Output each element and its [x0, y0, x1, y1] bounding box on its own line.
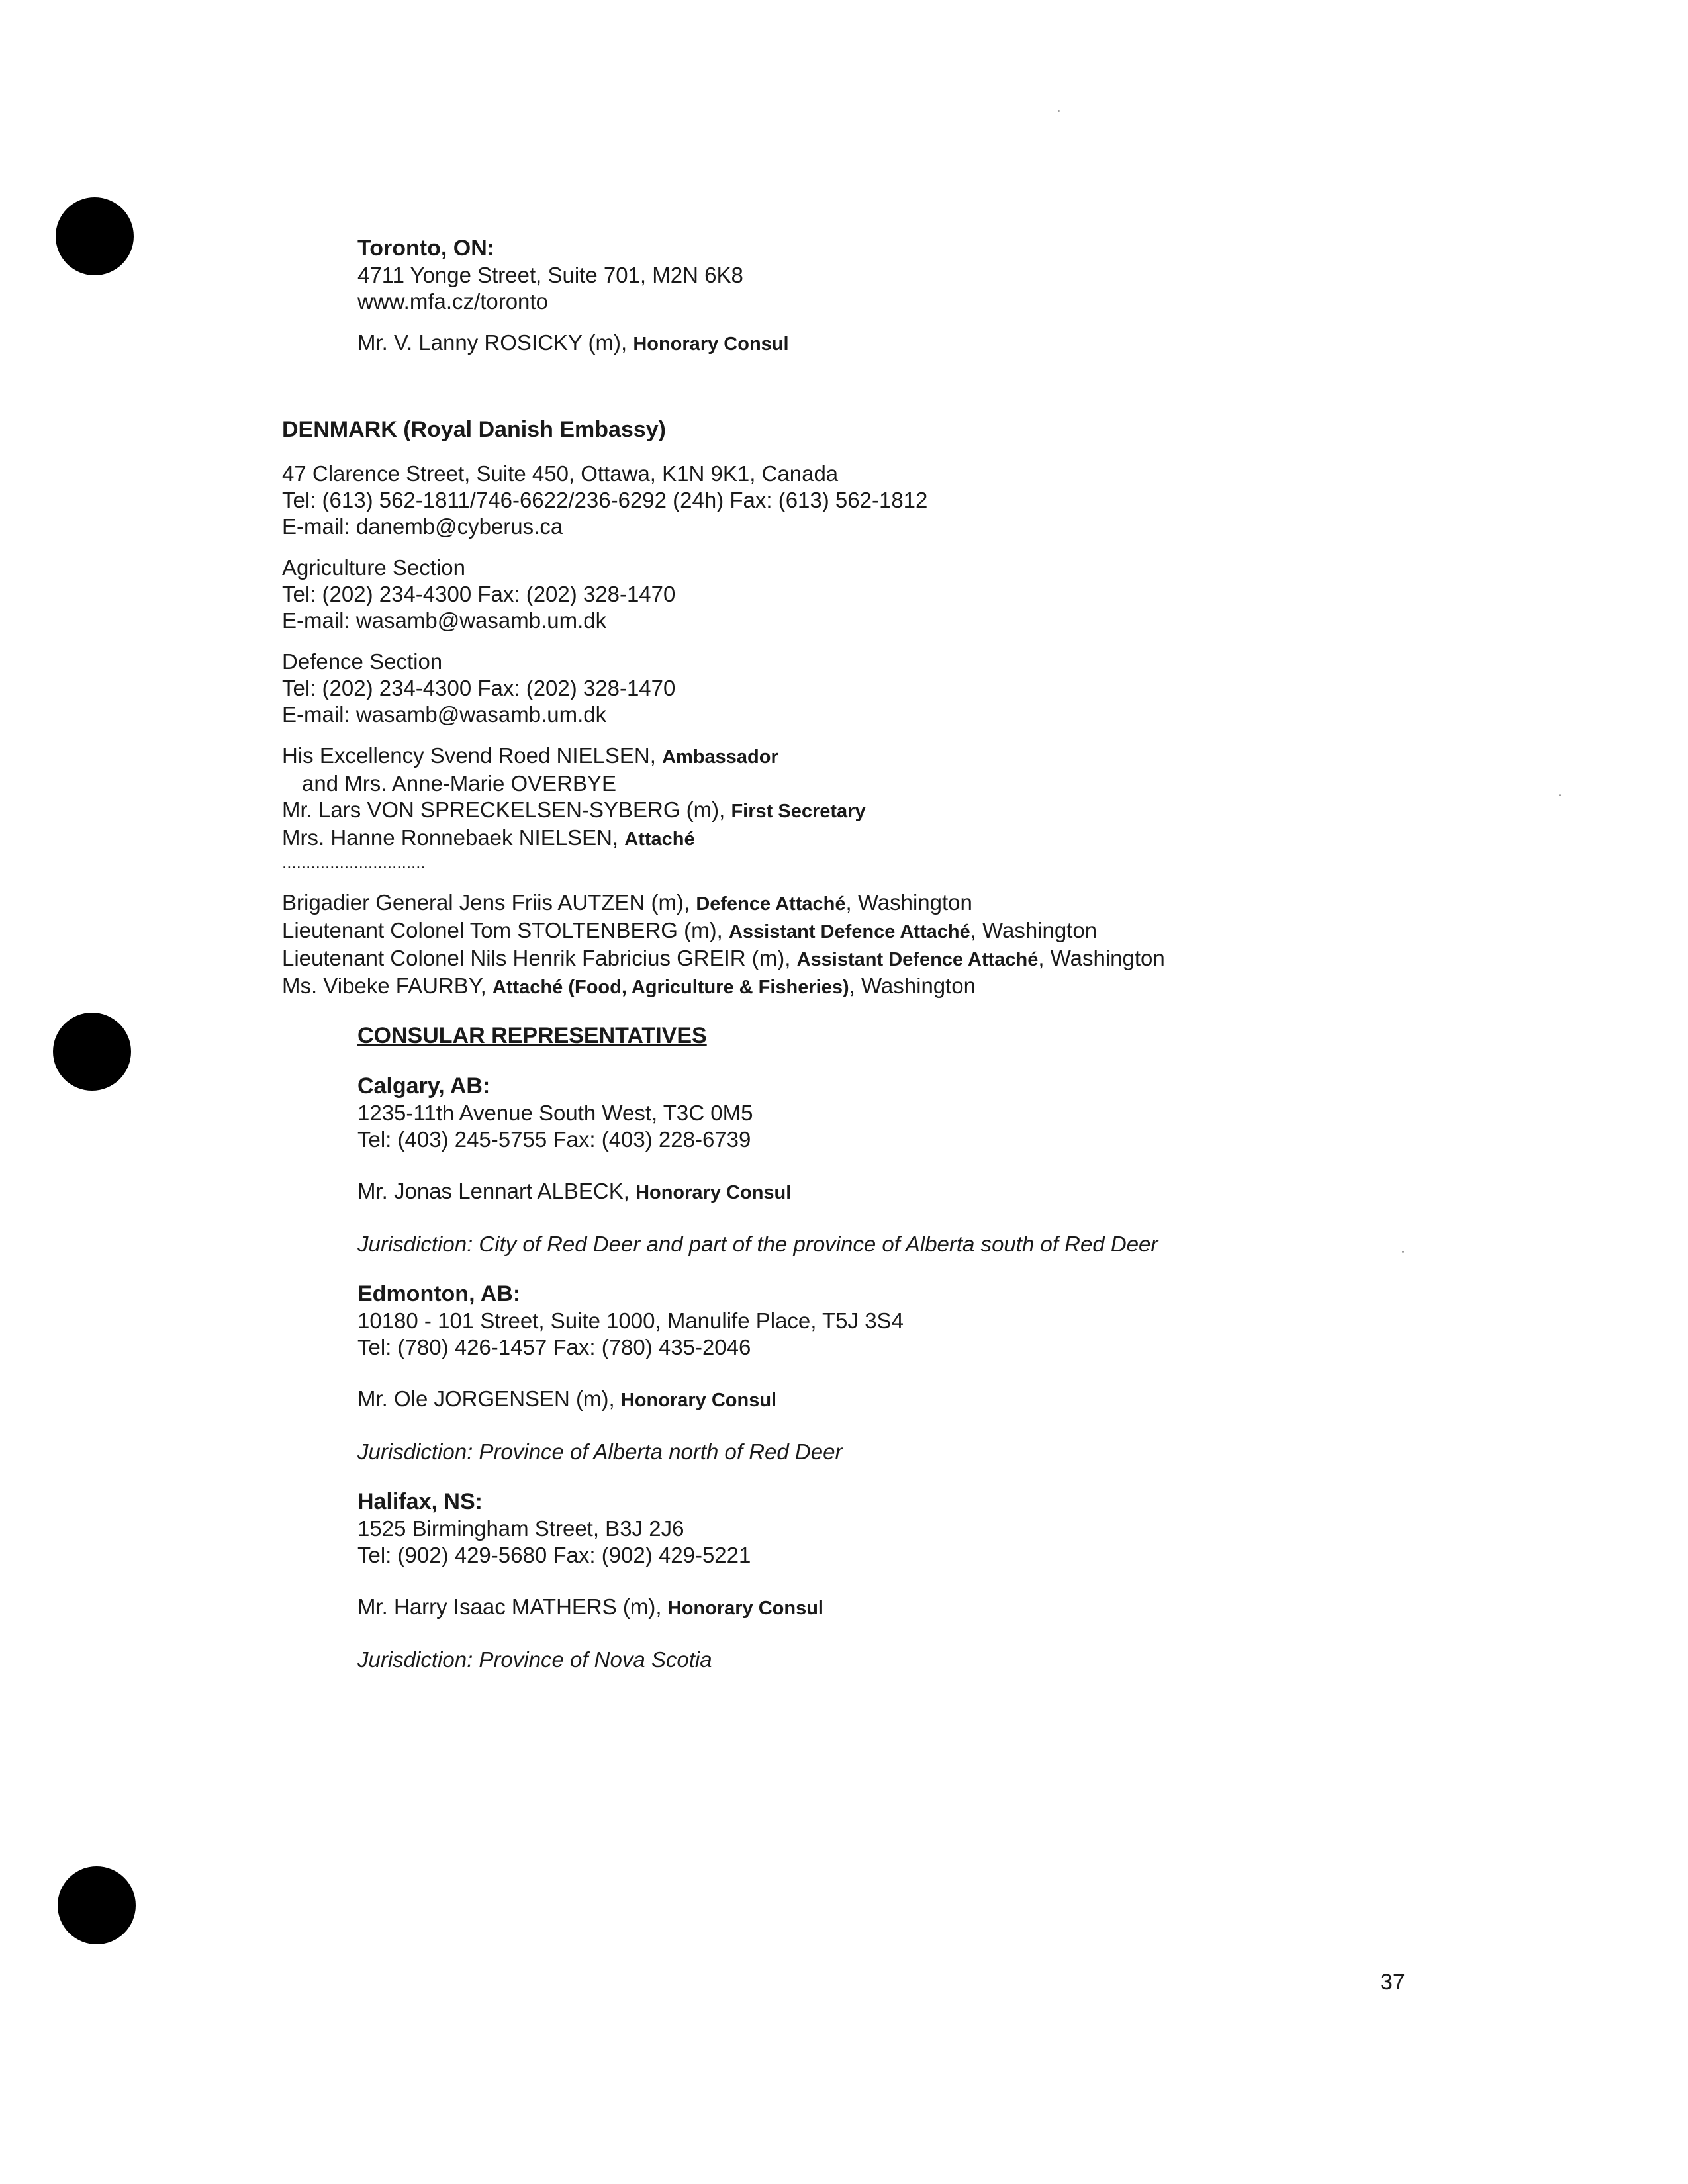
- staff-row: [282, 770, 1688, 797]
- person-name: Lieutenant Colonel Tom STOLTENBERG (m),: [282, 918, 729, 942]
- agriculture-email: E-mail: wasamb@wasamb.um.dk: [282, 608, 607, 633]
- office-heading: Edmonton, AB:: [357, 1281, 521, 1306]
- office-tel: Tel: (902) 429-5680 Fax: (902) 429-5221: [357, 1543, 751, 1567]
- office-edmonton: [357, 1280, 1688, 1465]
- toronto-consul: [357, 330, 1688, 357]
- person-name: and Mrs. Anne-Marie OVERBYE: [302, 771, 617, 796]
- person-name: Mr. Jonas Lennart ALBECK,: [357, 1179, 636, 1203]
- denmark-contact: [282, 461, 1688, 540]
- denmark-tel: Tel: (613) 562-1811/746-6622/236-6292 (24h) Fax: (613) 562-1812: [282, 488, 928, 512]
- office-consul: [357, 1386, 1688, 1414]
- person-title: Honorary Consul: [667, 1598, 823, 1619]
- person-name: Brigadier General Jens Friis AUTZEN (m),: [282, 890, 696, 915]
- consular-heading: CONSULAR REPRESENTATIVES: [357, 1023, 707, 1048]
- person-title: Assistant Defence Attaché: [728, 921, 970, 942]
- person-title: Defence Attaché: [696, 893, 846, 915]
- person-title: Ambassador: [662, 747, 778, 768]
- person-location: , Washington: [849, 974, 976, 998]
- person-name: Ms. Vibeke FAURBY,: [282, 974, 492, 998]
- agriculture-tel: Tel: (202) 234-4300 Fax: (202) 328-1470: [282, 582, 676, 606]
- denmark-address: 47 Clarence Street, Suite 450, Ottawa, K1N 9K1, Canada: [282, 461, 839, 486]
- person-title: First Secretary: [731, 801, 866, 822]
- staff-row: [282, 743, 1688, 770]
- person-name: Lieutenant Colonel Nils Henrik Fabricius GREIR (m),: [282, 946, 797, 970]
- office-heading: Calgary, AB:: [357, 1073, 491, 1099]
- office-halifax: [357, 1488, 1688, 1673]
- person-location: , Washington: [970, 918, 1098, 942]
- office-tel: Tel: (780) 426-1457 Fax: (780) 435-2046: [357, 1335, 751, 1359]
- person-title: Honorary Consul: [635, 1182, 792, 1203]
- person-name: Mr. V. Lanny ROSICKY (m),: [357, 330, 633, 355]
- toronto-heading: Toronto, ON:: [357, 236, 495, 261]
- office-heading: Halifax, NS:: [357, 1489, 483, 1514]
- consular-section: [0, 1022, 1688, 1673]
- person-title: Honorary Consul: [633, 334, 789, 355]
- separator-dots: ..............................: [282, 852, 426, 872]
- office-address: 10180 - 101 Street, Suite 1000, Manulife Place, T5J 3S4: [357, 1308, 904, 1333]
- person-title: Attaché: [624, 829, 695, 850]
- office-jurisdiction: Jurisdiction: Province of Alberta north of Red Deer: [357, 1439, 843, 1464]
- washington-row: [282, 917, 1688, 945]
- person-title: Honorary Consul: [620, 1390, 777, 1411]
- person-name: Mr. Harry Isaac MATHERS (m),: [357, 1594, 668, 1619]
- office-consul: [357, 1594, 1688, 1621]
- person-name: Mrs. Hanne Ronnebaek NIELSEN,: [282, 825, 625, 850]
- denmark-section: [0, 416, 1688, 1001]
- office-calgary: [357, 1072, 1688, 1257]
- washington-row: [282, 889, 1688, 917]
- person-title: Attaché (Food, Agriculture & Fisheries): [492, 977, 849, 998]
- toronto-website: www.mfa.cz/toronto: [357, 289, 548, 314]
- agriculture-name: Agriculture Section: [282, 555, 465, 580]
- office-consul: [357, 1178, 1688, 1206]
- person-name: His Excellency Svend Roed NIELSEN,: [282, 743, 663, 768]
- agriculture-section: [282, 555, 1688, 634]
- person-title: Assistant Defence Attaché: [796, 949, 1039, 970]
- staff-row: [282, 825, 1688, 852]
- denmark-heading: DENMARK (Royal Danish Embassy): [282, 417, 667, 442]
- office-jurisdiction: Jurisdiction: Province of Nova Scotia: [357, 1647, 712, 1672]
- washington-list: [282, 889, 1688, 1001]
- office-tel: Tel: (403) 245-5755 Fax: (403) 228-6739: [357, 1127, 751, 1152]
- washington-row: [282, 945, 1688, 973]
- scan-speck: [1058, 110, 1060, 112]
- toronto-address: 4711 Yonge Street, Suite 701, M2N 6K8: [357, 263, 743, 287]
- defence-section: [282, 649, 1688, 728]
- person-location: , Washington: [845, 890, 972, 915]
- defence-tel: Tel: (202) 234-4300 Fax: (202) 328-1470: [282, 676, 676, 700]
- person-name: Mr. Ole JORGENSEN (m),: [357, 1387, 621, 1411]
- binder-hole: [58, 1866, 136, 1944]
- page-number: 37: [1380, 1970, 1405, 1995]
- defence-name: Defence Section: [282, 649, 443, 674]
- office-address: 1235-11th Avenue South West, T3C 0M5: [357, 1101, 753, 1125]
- staff-list: [282, 743, 1688, 872]
- person-location: , Washington: [1038, 946, 1165, 970]
- office-jurisdiction: Jurisdiction: City of Red Deer and part of the province of Alberta south of Red Deer: [357, 1232, 1158, 1256]
- toronto-section: [0, 234, 1688, 357]
- denmark-email: E-mail: danemb@cyberus.ca: [282, 514, 563, 539]
- office-address: 1525 Birmingham Street, B3J 2J6: [357, 1516, 684, 1541]
- person-name: Mr. Lars VON SPRECKELSEN-SYBERG (m),: [282, 797, 731, 822]
- defence-email: E-mail: wasamb@wasamb.um.dk: [282, 702, 607, 727]
- staff-row: [282, 797, 1688, 825]
- washington-row: [282, 973, 1688, 1001]
